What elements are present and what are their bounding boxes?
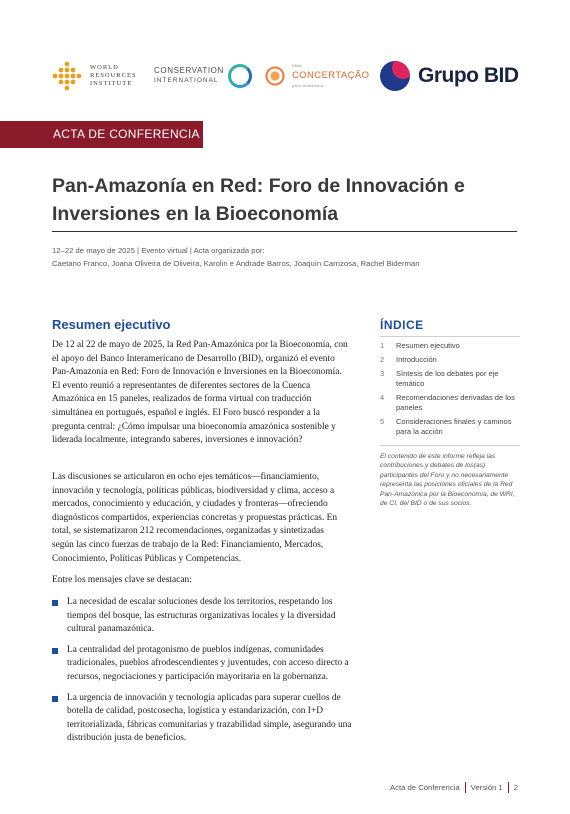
ci-ring-icon (228, 64, 252, 88)
table-of-contents (380, 318, 520, 508)
index-item[interactable]: 5 Consideraciones finales y caminos para la acción (380, 417, 512, 436)
index-heading: ÍNDICE (380, 318, 520, 337)
key-messages-list (52, 596, 352, 753)
square-bullet-icon (52, 696, 58, 702)
summary-heading: Resumen ejecutivo (52, 317, 171, 332)
wri-logo (50, 56, 137, 96)
index-item[interactable]: 2 Introducción (380, 355, 437, 364)
index-item[interactable]: 4 Recomendaciones derivadas de los paneles (380, 393, 515, 412)
list-item: La centralidad del protagonismo de pueblos indígenas, comunidades tradicionales, pueblos afrodescendientes y juventudes, con acceso directo a recursos, negociaciones y participación mayoritaria en la gobernanza. (52, 644, 352, 685)
footer-separator (508, 782, 509, 793)
document-title: Pan-Amazonía en Red: Foro de Innovación e Inversiones en la Bioeconomía (52, 175, 465, 225)
page-number: 2 (513, 783, 518, 792)
summary-paragraph-1: De 12 al 22 de mayo de 2025, la Red Pan-Amazónica por la Bioeconomía, con el apoyo del Banco Interamericano de Desarrollo (BID), organizó el evento Pan-Amazonía en Red: Foro de Innovación e Inversiones en la Bioeconomía. El evento reunió a representantes de diferentes sectores de la Cuenca Amazónica en 15 paneles, realizados de forma virtual con traducción simultánea en portugués, español e inglés. El Foro buscó responder a la pregunta central: ¿Cómo impulsar una bioeconomía amazónica sostenible y liderada localmente, integrando saberes, inversiones e innovación? (52, 340, 348, 446)
document-type-band: ACTA DE CONFERENCIA (0, 121, 203, 148)
wri-logo-icon (50, 59, 84, 93)
index-divider (380, 445, 520, 446)
concertacao-logo-text: UMA CONCERTAÇÃO pela Amazônia (292, 63, 370, 88)
document-meta (52, 244, 522, 270)
concertacao-logo (262, 56, 369, 96)
ci-logo (154, 56, 252, 96)
grupo-bid-logo-text: Grupo BID (418, 64, 519, 87)
title-divider (52, 231, 517, 232)
summary-paragraph-2: Las discusiones se articularon en ocho ejes temáticos—financiamiento, innovación y tecnología, políticas públicas, biodiversidad y clima, acceso a mercados, conocimiento y educación, y ciudades y fronteras—ofreciendo diagnósticos compartidos, experiencias concretas y propuestas prácticas. En total, se sistematizaron 212 recomendaciones, organizadas y sintetizadas según las cinco fuerzas de trabajo de la Red: Financiamiento, Mercados, Conocimiento, Políticas Públicas y Competencias. (52, 472, 338, 564)
ci-logo-text: CONSERVATION INTERNATIONAL (154, 66, 224, 84)
index-item[interactable]: 1 Resumen ejecutivo (380, 341, 460, 350)
bid-mark-icon (380, 61, 410, 91)
grupo-bid-logo (380, 56, 519, 96)
authors: Caetano Franco, Joana Oliveira de Oliveira, Karolin e Andrade Barros, Joaquín Carrizosa, Rachel Biderman (52, 259, 420, 268)
list-item: La necesidad de escalar soluciones desde los territorios, respetando los tiempos del bosque, las estructuras organizativas locales y la diversidad cultural panamazónica. (52, 596, 352, 637)
index-item[interactable]: 3 Síntesis de los debates por eje temático (380, 369, 499, 388)
partner-logos (50, 56, 520, 96)
footer-doc-type: Acta de Conferencia (389, 783, 460, 792)
page-footer (390, 782, 518, 793)
disclaimer-note: El contenido de este informe refleja las contribuciones y debates de los(as) participantes del Foro y no necesariamente representa las posiciones oficiales de la Red Pan-Amazónica por la Bioeconomía, de WRI, de CI, del BID o de sus socios. (380, 453, 515, 508)
square-bullet-icon (52, 600, 58, 606)
wri-logo-text: WORLD RESOURCES INSTITUTE (90, 64, 137, 87)
footer-version: Versión 1 (470, 783, 503, 792)
summary-paragraph-3: Entre los mensajes clave se destacan: (52, 575, 192, 585)
event-info: 12–22 de mayo de 2025 | Evento virtual | Acta organizada por: (52, 246, 265, 255)
square-bullet-icon (52, 648, 58, 654)
sun-icon (262, 63, 288, 89)
footer-separator (465, 782, 466, 793)
list-item: La urgencia de innovación y tecnología aplicadas para superar cuellos de botella de calidad, postcosecha, logística y estandarización, con I+D territorializada, fábricas comunitarias y trazabilidad simple, asegurando una distribución justa de beneficios. (52, 692, 352, 746)
